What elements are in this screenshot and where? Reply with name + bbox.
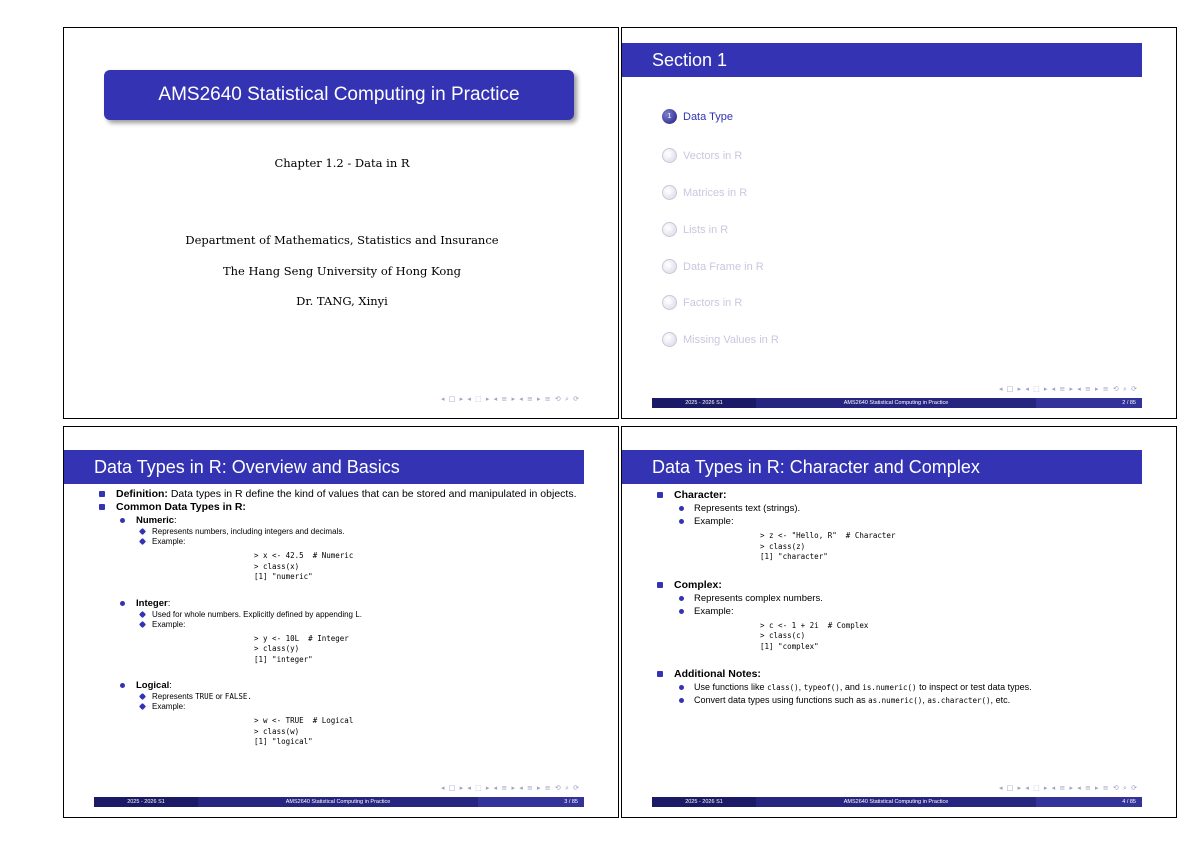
bullet-icon [679,596,684,601]
logical-desc: Represents [152,692,193,701]
toc-item-lists[interactable] [662,222,728,237]
list-item [94,501,594,514]
footer-course: AMS2640 Statistical Computing in Practice [756,398,1036,408]
bullet-icon [139,693,146,700]
toc-number-ball: 4 [662,222,677,237]
list-item [94,488,594,501]
list-item: Used for whole numbers. Explicitly defined by appending L. [94,610,594,620]
note2-b: etc. [995,695,1011,705]
list-item [652,515,1152,528]
university: The Hang Seng University of Hong Kong [222,264,462,278]
complex-code: > c <- 1 + 2i # Complex > class(c) [1] "complex" [760,620,869,651]
note2-asnumeric: as.numeric() [868,696,923,705]
slide-overview [63,426,619,818]
footer-course: AMS2640 Statistical Computing in Practice [198,797,478,807]
list-item: Convert data types using functions such as as.numeric(), as.character(), etc. [652,694,1114,707]
integer-code: > y <- 10L # Integer > class(y) [1] "integer" [254,633,349,664]
toc-number-ball: 6 [662,295,677,310]
toc-item-matrices[interactable] [662,185,747,200]
numeric-code: > x <- 42.5 # Numeric > class(x) [1] "numeric" [254,551,354,581]
navigation-symbols[interactable]: ◂ □ ▸ ◂ ⬚ ▸ ◂ ≡ ▸ ◂ ≡ ▸ ≡ ⟲ ⌕ ⟳ [441,395,580,403]
list-item: Integer: [94,597,594,610]
character-example: Example: [694,516,734,527]
note1-b: to inspect or test data types. [919,682,1032,692]
logical-or: or [215,692,223,701]
toc-label: Data Type [683,110,733,123]
logical-label: Logical [136,680,170,691]
slide-content [652,489,1152,707]
list-item [94,702,594,712]
bullet-icon [120,518,125,523]
list-item [94,527,594,537]
complex-desc: Represents complex numbers. [694,592,823,604]
footer-page: 4 / 85 [1036,797,1142,807]
integer-desc: Used for whole numbers. Explicitly defined by appending [152,609,354,619]
toc-number-ball: 2 [662,148,677,163]
note2-ascharacter: as.character() [927,696,991,705]
frame-title: Section 1 [622,43,1142,77]
bullet-icon [139,610,146,617]
integer-example: Example: [152,619,186,629]
bullet-icon [99,504,105,510]
bullet-icon [657,492,663,498]
list-item: Logical: [94,679,594,692]
toc-item-missing-values[interactable] [662,332,779,347]
slide-content [94,488,594,748]
list-item: Use functions like class(), typeof(), and is.numeric() to inspect or test data types. [652,681,1114,694]
toc-number-ball: 1 [662,109,677,124]
complex-example: Example: [694,605,734,617]
list-item [652,579,1152,592]
list-item: Numeric: [94,514,594,527]
character-desc: Represents text (strings). [694,503,801,514]
integer-label: Integer [136,597,168,609]
bullet-icon [679,609,684,614]
toc-number-ball: 7 [662,332,677,347]
bullet-icon [679,506,684,511]
list-item [652,668,1152,681]
bullet-icon [139,528,146,535]
author: Dr. TANG, Xinyi [296,294,388,308]
bullet-icon [99,491,105,497]
bullet-icon [139,703,146,710]
frame-title: Data Types in R: Overview and Basics [64,450,584,484]
frame-title: Data Types in R: Character and Complex [622,450,1142,484]
navigation-symbols[interactable]: ◂ □ ▸ ◂ ⬚ ▸ ◂ ≡ ▸ ◂ ≡ ▸ ≡ ⟲ ⌕ ⟳ [999,784,1138,792]
toc-label: Factors in R [683,296,743,309]
bullet-icon [679,685,684,690]
toc-label: Matrices in R [683,186,748,199]
note1-isnumeric: is.numeric() [862,683,917,692]
list-item [652,502,1152,515]
complex-label: Complex: [674,578,722,591]
footer-term: 2025 - 2026 S1 [652,797,756,807]
list-item [652,592,1152,605]
bullet-icon [679,519,684,524]
navigation-symbols[interactable]: ◂ □ ▸ ◂ ⬚ ▸ ◂ ≡ ▸ ◂ ≡ ▸ ≡ ⟲ ⌕ ⟳ [441,784,580,792]
note2-a: Convert data types using functions such as [694,695,866,705]
toc-item-data-frame[interactable] [662,259,764,274]
numeric-desc: Represents numbers, including integers and decimals. [152,527,345,536]
footer [652,797,1142,807]
note1-a: Use functions like [694,682,765,692]
footer [652,398,1142,408]
toc-item-vectors[interactable] [662,148,742,163]
list-item [94,692,594,702]
footer-course: AMS2640 Statistical Computing in Practice [756,797,1036,807]
title-box: AMS2640 Statistical Computing in Practice [104,70,574,120]
character-code: > z <- "Hello, R" # Character > class(z) [1] "character" [760,531,896,561]
bullet-icon [657,582,663,588]
note1-class: class() [767,683,799,692]
bullet-icon [120,601,125,606]
footer-term: 2025 - 2026 S1 [652,398,756,408]
logical-code: > w <- TRUE # Logical > class(w) [1] "logical" [254,716,354,746]
toc-label: Vectors in R [683,149,743,162]
notes-label: Additional Notes: [674,668,761,680]
logical-true-code: TRUE [195,692,214,701]
bullet-icon [657,671,663,677]
list-item [94,537,594,547]
toc-label: Missing Values in R [683,333,779,346]
note1-typeof: typeof() [803,683,840,692]
footer [94,797,584,807]
definition-text: Data types in R define the kind of values that can be stored and manipulated in objects. [170,488,577,500]
footer-page: 3 / 85 [478,797,584,807]
definition-label: Definition: [116,488,168,500]
bullet-icon [120,683,125,688]
common-types-label: Common Data Types in R: [116,501,246,513]
navigation-symbols[interactable]: ◂ □ ▸ ◂ ⬚ ▸ ◂ ≡ ▸ ◂ ≡ ▸ ≡ ⟲ ⌕ ⟳ [999,385,1138,393]
logical-example: Example: [152,702,186,711]
numeric-example: Example: [152,537,186,546]
list-item [94,620,594,630]
toc-number-ball: 3 [662,185,677,200]
integer-suffix-code: L [355,609,360,619]
bullet-icon [139,538,146,545]
toc-number-ball: 5 [662,259,677,274]
slide-character-complex [621,426,1177,818]
bullet-icon [679,698,684,703]
note1-and: , and [839,682,860,692]
slide-title [63,27,619,419]
chapter-subtitle: Chapter 1.2 - Data in R [274,156,410,170]
numeric-label: Numeric [136,515,175,526]
footer-term: 2025 - 2026 S1 [94,797,198,807]
slide-section [621,27,1177,419]
footer-page: 2 / 85 [1036,398,1142,408]
toc-item-data-type[interactable] [662,109,733,124]
logical-false-code: FALSE. [224,692,252,701]
toc-label: Lists in R [683,223,729,236]
toc-item-factors[interactable] [662,295,742,310]
department: Department of Mathematics, Statistics and Insurance [185,233,499,247]
bullet-icon [139,620,146,627]
list-item [652,605,1152,618]
toc-label: Data Frame in R [683,260,764,273]
list-item [652,489,1152,502]
character-label: Character: [674,489,727,501]
